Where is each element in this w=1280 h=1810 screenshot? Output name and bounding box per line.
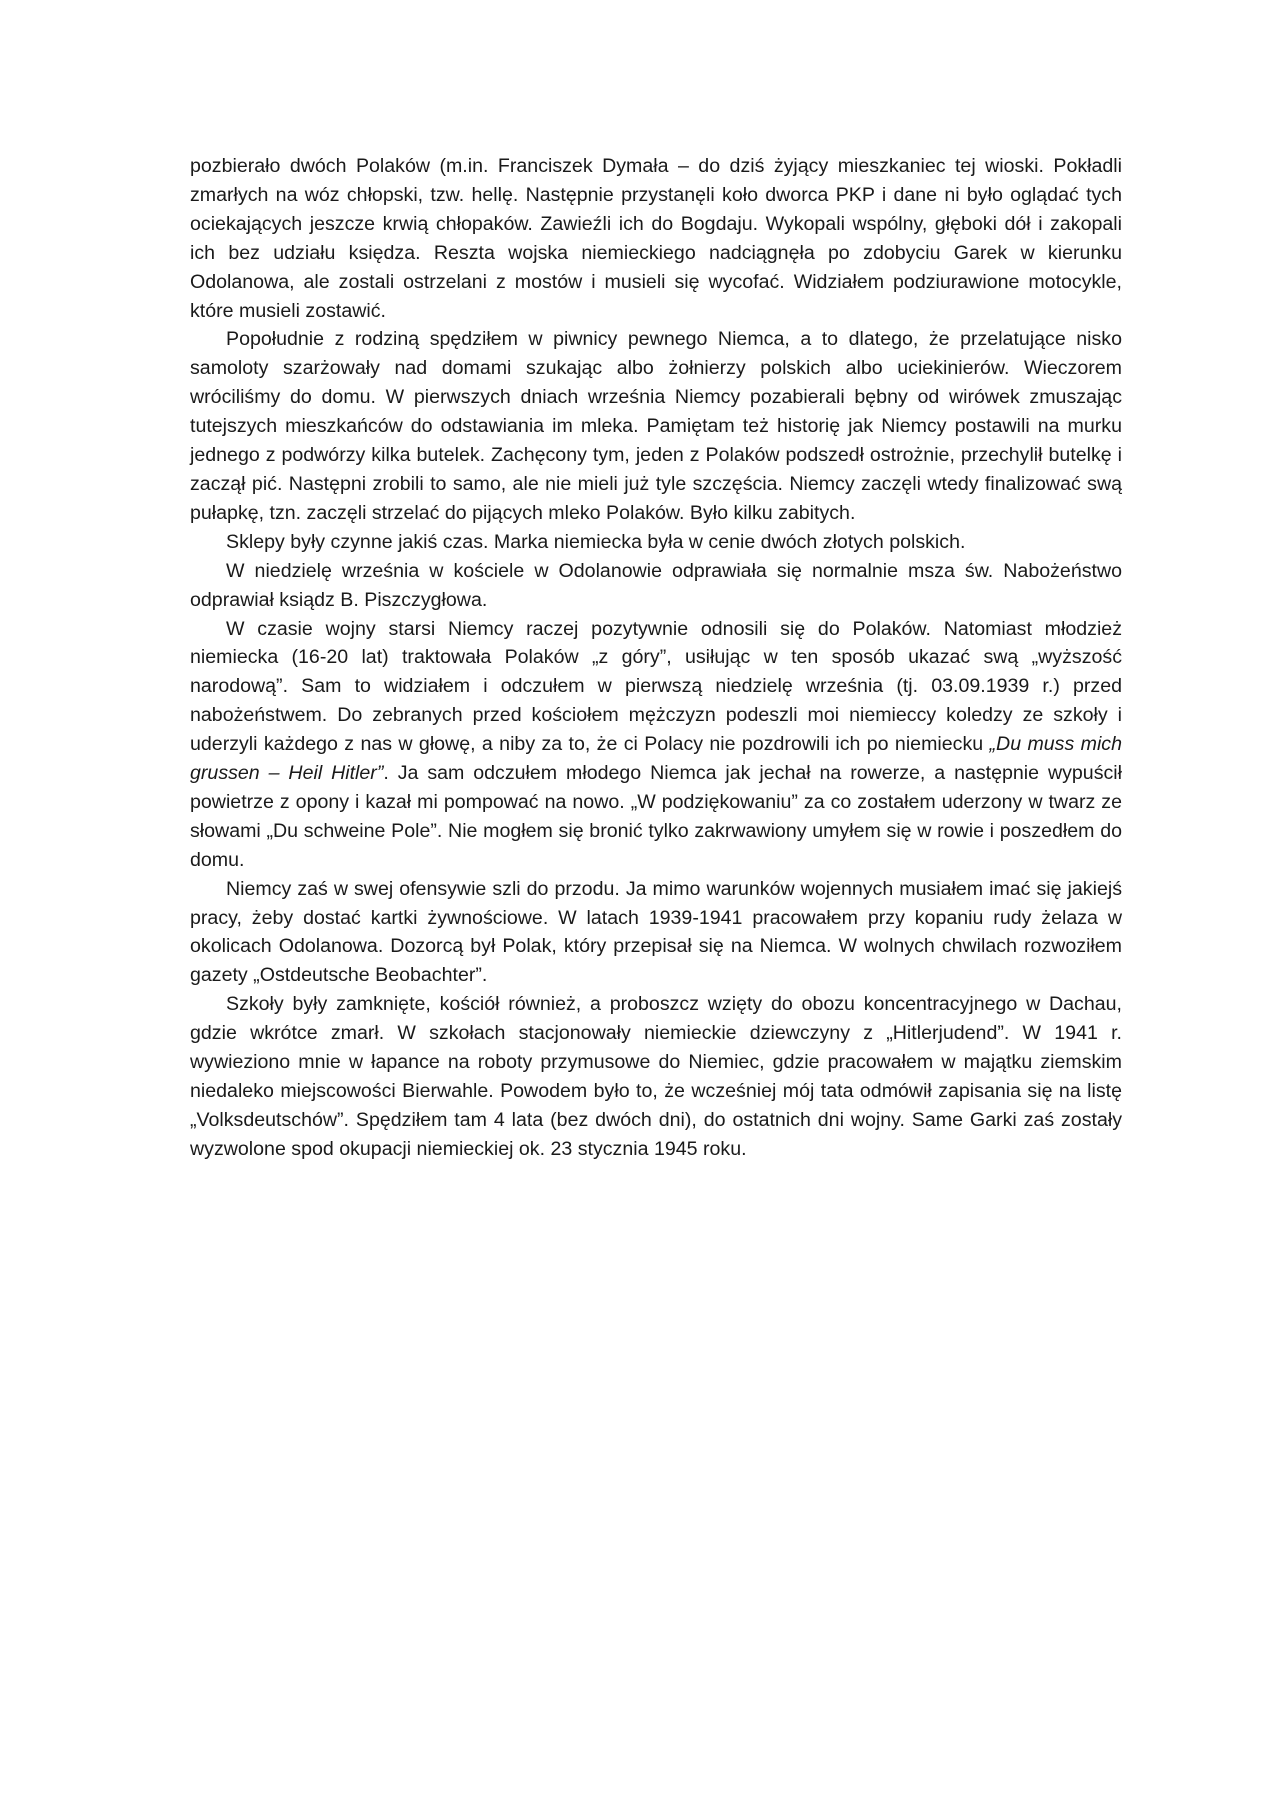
paragraph: pozbierało dwóch Polaków (m.in. Franciszek Dymała – do dziś żyjący mieszkaniec tej wioski. Pokładli zmarłych na wóz chłopski, tzw. hellę. Następnie przystanęli koło dworca PKP i dane ni było oglądać tych ociekających jeszcze krwią chłopaków. Zawieźli ich do Bogdaju. Wykopali wspólny, głęboki dół i zakopali ich bez udziału księdza. Reszta wojska niemieckiego nadciągnęła po zdobyciu Garek w kierunku Odolanowa, ale zostali ostrzelani z mostów i musieli się wycofać. Widziałem podziurawione motocykle, które musieli zostawić.	[190, 155, 1122, 322]
paragraph: Popołudnie z rodziną spędziłem w piwnicy pewnego Niemca, a to dlatego, że przelatujące nisko samoloty szarżowały nad domami szukając albo żołnierzy polskich albo uciekinierów. Wieczorem wróciliśmy do domu. W pierwszych dniach września Niemcy pozabierali bębny od wirówek zmuszając tutejszych mieszkańców do odstawiania im mleka. Pamiętam też historię jak Niemcy postawili na murku jednego z podwórzy kilka butelek. Zachęcony tym, jeden z Polaków podszedł ostrożnie, przechylił butelkę i zaczął pić. Następni zrobili to samo, ale nie mieli już tyle szczęścia. Niemcy zaczęli wtedy finalizować swą pułapkę, tzn. zaczęli strzelać do pijących mleko Polaków. Było kilku zabitych.	[190, 328, 1122, 524]
paragraph-text: . Ja sam odczułem młodego Niemca jak jechał na rowerze, a następnie wypuścił powietrze z opony i kazał mi pompować na nowo. „W podziękowaniu” za co zostałem uderzony w twarz ze słowami „Du schweine Pole”. Nie mogłem się bronić tylko zakrwawiony umyłem się w rowie i poszedłem do domu.	[190, 762, 1123, 871]
document-body	[190, 152, 1122, 1164]
paragraph-text: W czasie wojny starsi Niemcy raczej pozytywnie odnosili się do Polaków. Natomiast młodzież niemiecka (16-20 lat) traktowała Polaków „z góry”, usiłując w ten sposób ukazać swą „wyższość narodową”. Sam to widziałem i odczułem w pierwszą niedzielę września (tj. 03.09.1939 r.) przed nabożeństwem. Do zebranych przed kościołem mężczyzn podeszli moi niemieccy koledzy ze szkoły i uderzyli każdego z nas w głowę, a niby za to, że ci Polacy nie pozdrowili ich po niemiecku	[190, 617, 1122, 756]
italic-quote: „Du muss mich grussen – Heil Hitler”	[190, 733, 1122, 785]
paragraph: W niedzielę września w kościele w Odolanowie odprawiała się normalnie msza św. Nabożeństwo odprawiał ksiądz B. Piszczygłowa.	[190, 559, 1122, 611]
paragraph: Niemcy zaś w swej ofensywie szli do przodu. Ja mimo warunków wojennych musiałem imać się jakiejś pracy, żeby dostać kartki żywnościowe. W latach 1939-1941 pracowałem przy kopaniu rudy żelaza w okolicach Odolanowa. Dozorcą był Polak, który przepisał się na Niemca. W wolnych chwilach rozwoziłem gazety „Ostdeutsche Beobachter”.	[190, 877, 1122, 987]
paragraph: Szkoły były zamknięte, kościół również, a proboszcz wzięty do obozu koncentracyjnego w Dachau, gdzie wkrótce zmarł. W szkołach stacjonowały niemieckie dziewczyny z „Hitlerjudend”. W 1941 r. wywieziono mnie w łapance na roboty przymusowe do Niemiec, gdzie pracowałem w majątku ziemskim niedaleko miejscowości Bierwahle. Powodem było to, że wcześniej mój tata odmówił zapisania się na listę „Volksdeutschów”. Spędziłem tam 4 lata (bez dwóch dni), do ostatnich dni wojny. Same Garki zaś zostały wyzwolone spod okupacji niemieckiej ok. 23 stycznia 1945 roku.	[190, 993, 1122, 1160]
paragraph	[190, 615, 1122, 875]
paragraph: Sklepy były czynne jakiś czas. Marka niemiecka była w cenie dwóch złotych polskich.	[226, 530, 966, 553]
